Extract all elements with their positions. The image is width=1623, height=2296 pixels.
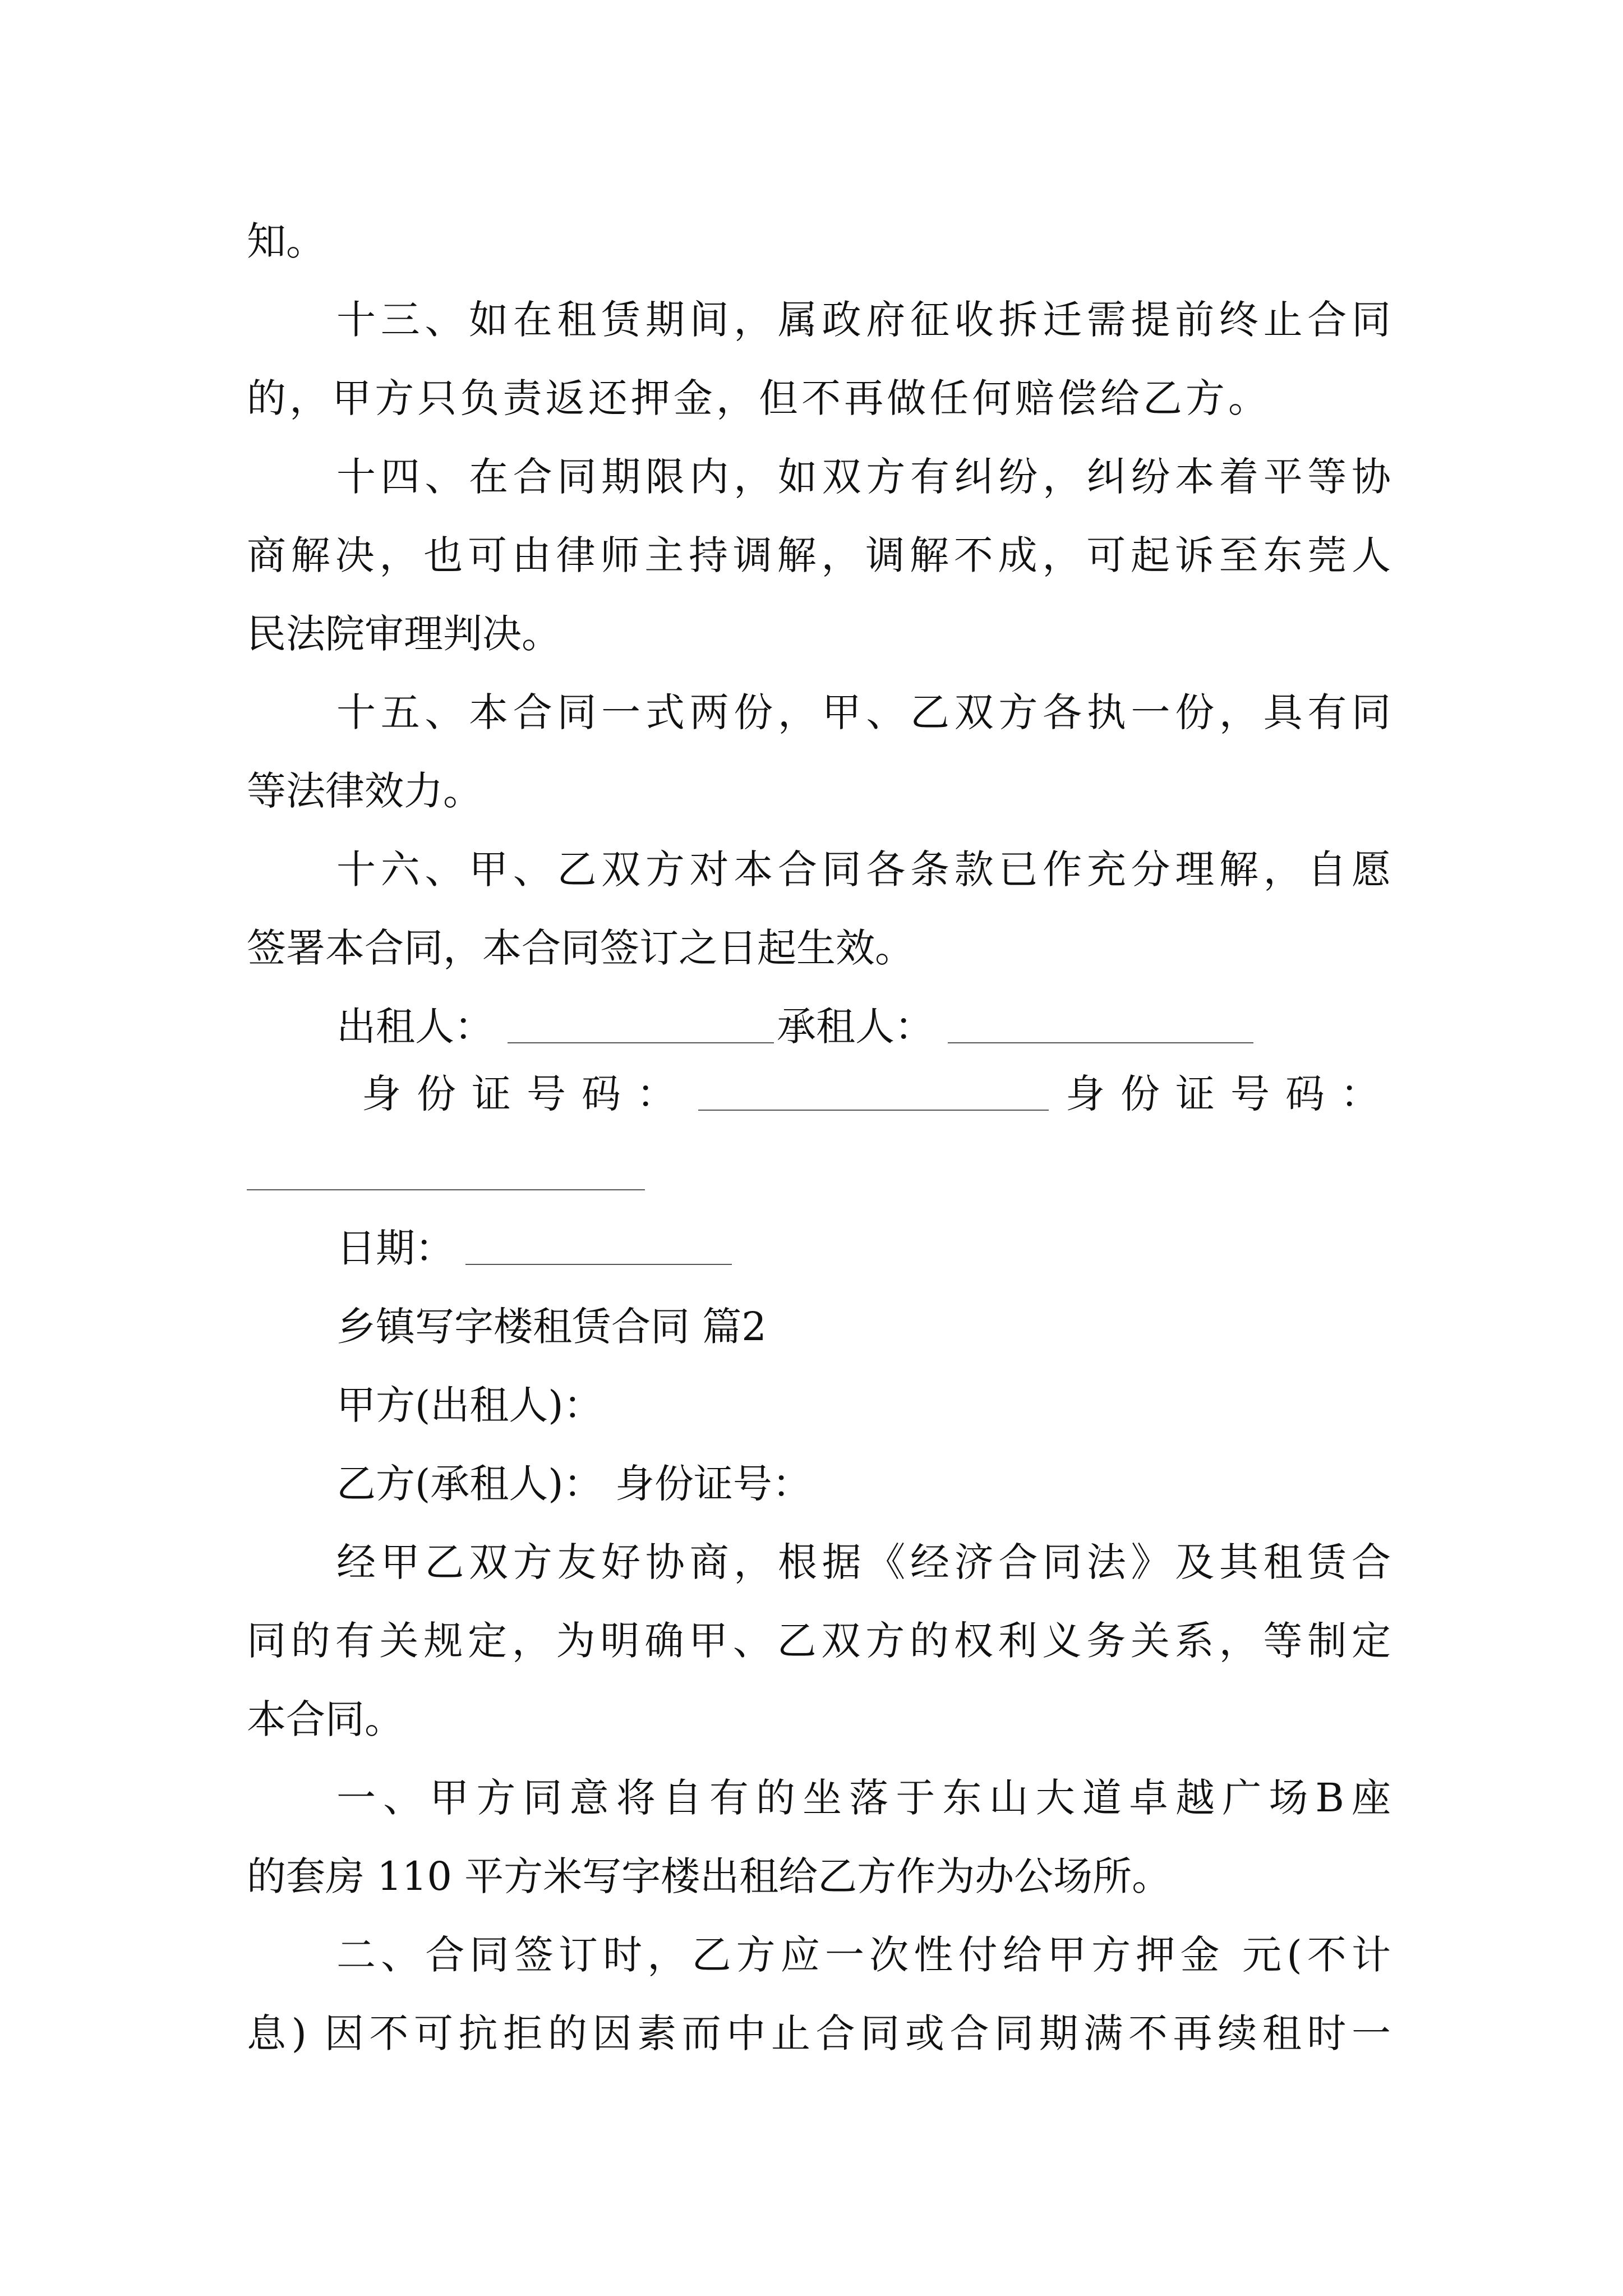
clause-16-line-2: 签署本合同，本合同签订之日起生效。 xyxy=(247,925,914,971)
lessor-id-label: 身份证号码： xyxy=(362,1071,691,1117)
lessee-id-label: 身份证号码： xyxy=(1066,1071,1395,1117)
clause-13-line-2: 的，甲方只负责返还押金，但不再做任何赔偿给乙方。 xyxy=(247,375,1267,421)
date-label: 日期： xyxy=(336,1225,454,1271)
clause-14-line-2: 商解决，也可由律师主持调解，调解不成，可起诉至东莞人 xyxy=(247,532,1391,578)
lessor-id-blank xyxy=(698,1110,1049,1111)
article-2-line-2: 息) 因不可抗拒的因素而中止合同或合同期满不再续租时一 xyxy=(247,2010,1391,2056)
preamble-line-2: 同的有关规定，为明确甲、乙双方的权利义务关系，等制定 xyxy=(247,1618,1391,1664)
text-line: 知。 xyxy=(247,218,325,264)
article-2-line-1: 二、合同签订时，乙方应一次性付给甲方押金 元(不计 xyxy=(336,1932,1391,1978)
lessee-id-blank xyxy=(247,1189,645,1190)
clause-15-line-1: 十五、本合同一式两份，甲、乙双方各执一份，具有同 xyxy=(336,689,1391,735)
clause-14-line-1: 十四、在合同期限内，如双方有纠纷，纠纷本着平等协 xyxy=(336,454,1391,500)
clause-13-line-1: 十三、如在租赁期间，属政府征收拆迁需提前终止合同 xyxy=(336,297,1391,343)
article-1-line-1: 一、甲方同意将自有的坐落于东山大道卓越广场B座 xyxy=(336,1775,1391,1821)
lessor-label: 出租人： xyxy=(336,1004,494,1050)
article-1-line-2: 的套房 110 平方米写字楼出租给乙方作为办公场所。 xyxy=(247,1853,1172,1899)
clause-14-line-3: 民法院审理判决。 xyxy=(247,611,561,657)
date-blank xyxy=(465,1264,732,1265)
clause-15-line-2: 等法律效力。 xyxy=(247,768,482,814)
lessor-blank xyxy=(508,1042,774,1043)
lessee-label: 承租人： xyxy=(777,1004,934,1050)
clause-16-line-1: 十六、甲、乙双方对本合同各条款已作充分理解，自愿 xyxy=(336,846,1391,892)
lessee-blank xyxy=(948,1042,1253,1043)
section-heading: 乡镇写字楼租赁合同 篇2 xyxy=(336,1304,767,1350)
party-b-line: 乙方(承租人)： 身份证号： xyxy=(336,1461,811,1507)
preamble-line-3: 本合同。 xyxy=(247,1696,404,1742)
preamble-line-1: 经甲乙双方友好协商，根据《经济合同法》及其租赁合 xyxy=(336,1539,1391,1585)
party-a-line: 甲方(出租人)： xyxy=(336,1382,603,1428)
